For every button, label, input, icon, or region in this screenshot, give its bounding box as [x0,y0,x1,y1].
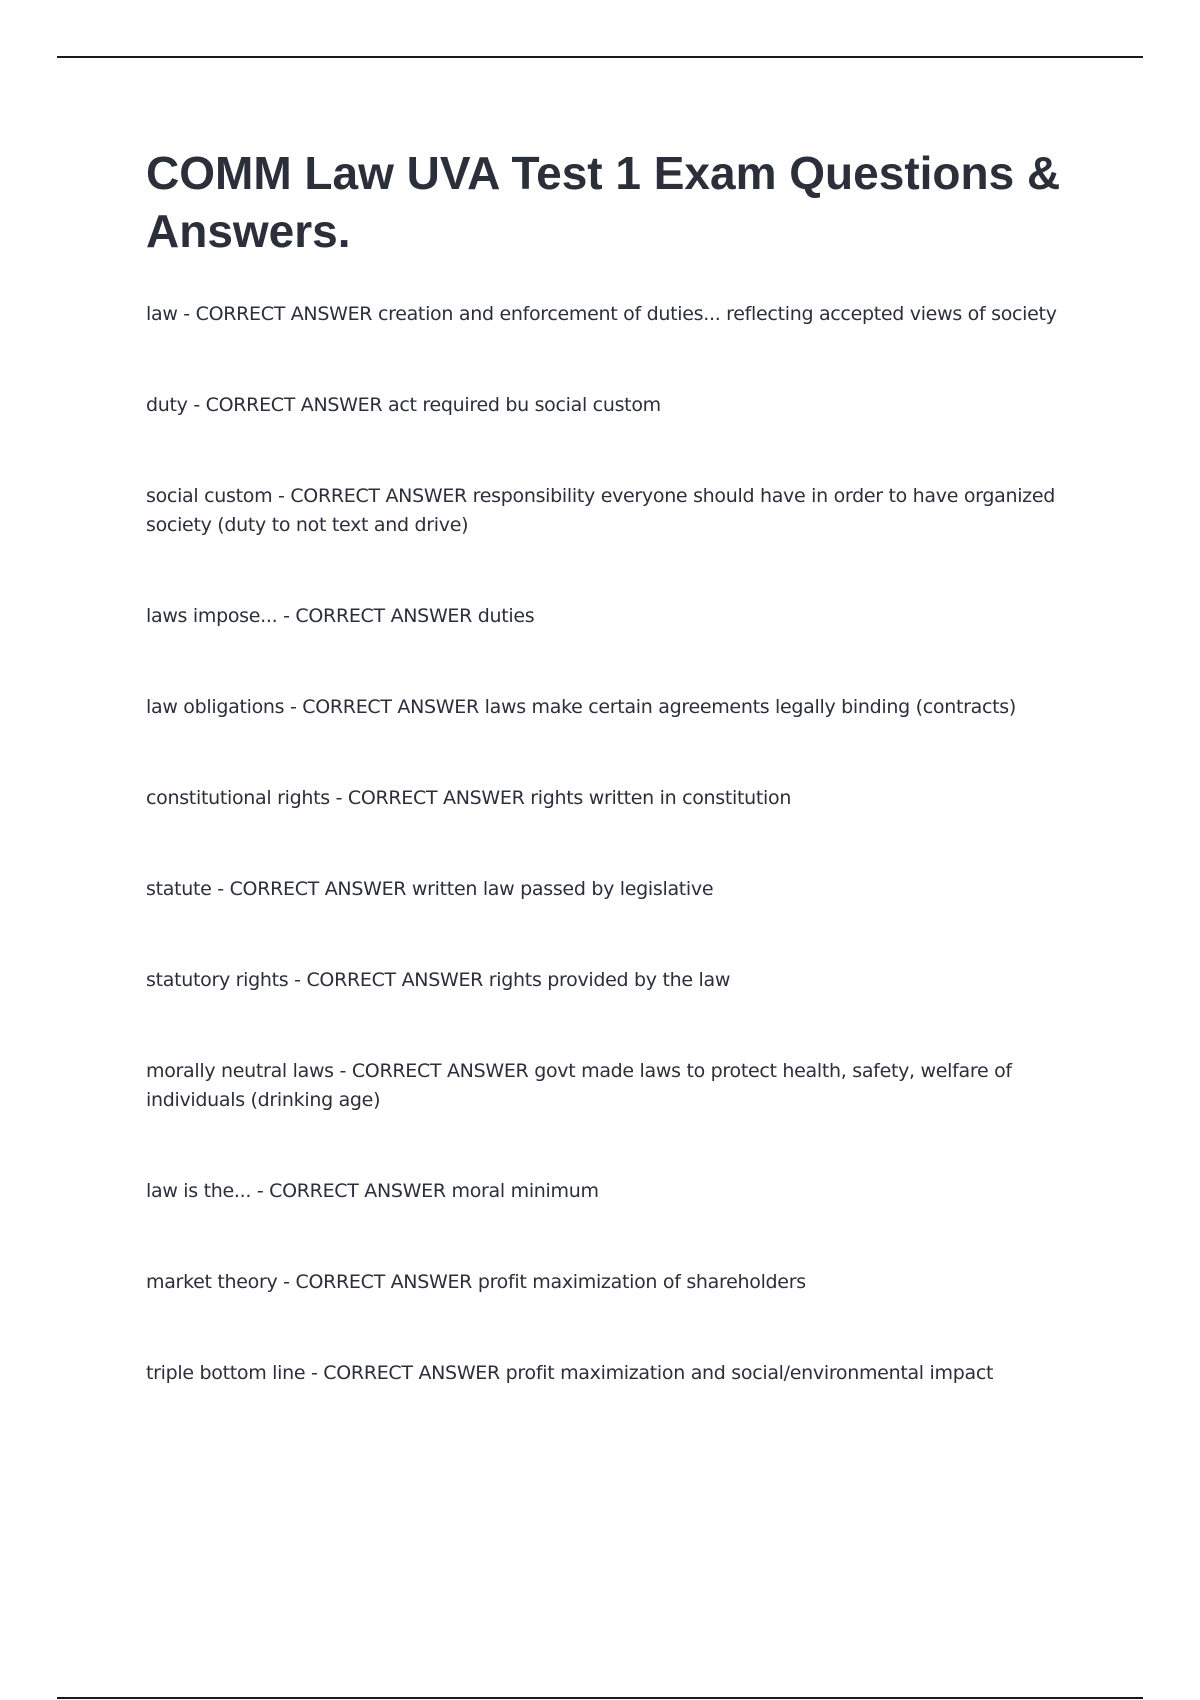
qa-term: statutory rights [146,969,289,991]
page-title: COMM Law UVA Test 1 Exam Questions & Answers. [146,147,1061,257]
qa-term: law [146,303,178,325]
qa-term: laws impose... [146,605,278,627]
qa-separator: - CORRECT ANSWER [305,1362,506,1384]
qa-separator: - CORRECT ANSWER [277,605,478,627]
qa-answer: profit maximization and social/environmental impact [505,1362,994,1384]
bottom-divider [57,1697,1143,1699]
qa-answer: rights written in constitution [530,787,792,809]
qa-separator: - CORRECT ANSWER [251,1180,452,1202]
qa-separator: - CORRECT ANSWER [333,1060,535,1082]
qa-separator: - CORRECT ANSWER [187,394,388,416]
qa-separator: - CORRECT ANSWER [211,878,412,900]
qa-answer: laws make certain agreements legally binding (contracts) [484,696,1016,718]
qa-answer: creation and enforcement of duties... reflecting accepted views of society [377,303,1057,325]
qa-answer: govt made laws to protect health, safety, welfare of individuals (drinking age) [146,1060,1012,1111]
qa-item [146,693,1090,722]
qa-term: market theory [146,1271,278,1293]
qa-separator: - CORRECT ANSWER [272,485,473,507]
qa-answer: rights provided by the law [488,969,731,991]
qa-term: law is the... [146,1180,252,1202]
qa-answer: profit maximization of shareholders [477,1271,806,1293]
qa-term: triple bottom line [146,1362,306,1384]
qa-answer: moral minimum [451,1180,599,1202]
qa-separator: - CORRECT ANSWER [277,1271,478,1293]
qa-term: statute [146,878,212,900]
qa-term: morally neutral laws [146,1060,334,1082]
qa-term: law obligations [146,696,285,718]
top-divider [57,56,1143,58]
qa-item [146,1057,1090,1115]
qa-separator: - CORRECT ANSWER [284,696,485,718]
qa-item [146,875,1090,904]
qa-answer: duties [477,605,535,627]
qa-item [146,482,1090,540]
qa-item [146,1177,1090,1206]
qa-item [146,1268,1090,1297]
qa-answer: responsibility everyone should have in order to have organized society (duty to not text and drive) [146,485,1055,536]
qa-separator: - CORRECT ANSWER [288,969,489,991]
qa-term: social custom [146,485,273,507]
qa-item [146,602,1090,631]
qa-list [146,300,1090,1388]
qa-separator: - CORRECT ANSWER [177,303,378,325]
qa-item [146,1359,1090,1388]
qa-item [146,784,1090,813]
qa-term: constitutional rights [146,787,330,809]
qa-item [146,300,1090,329]
qa-item [146,966,1090,995]
qa-item [146,391,1090,420]
qa-answer: written law passed by legislative [411,878,714,900]
qa-separator: - CORRECT ANSWER [329,787,531,809]
qa-term: duty [146,394,188,416]
qa-answer: act required bu social custom [388,394,661,416]
